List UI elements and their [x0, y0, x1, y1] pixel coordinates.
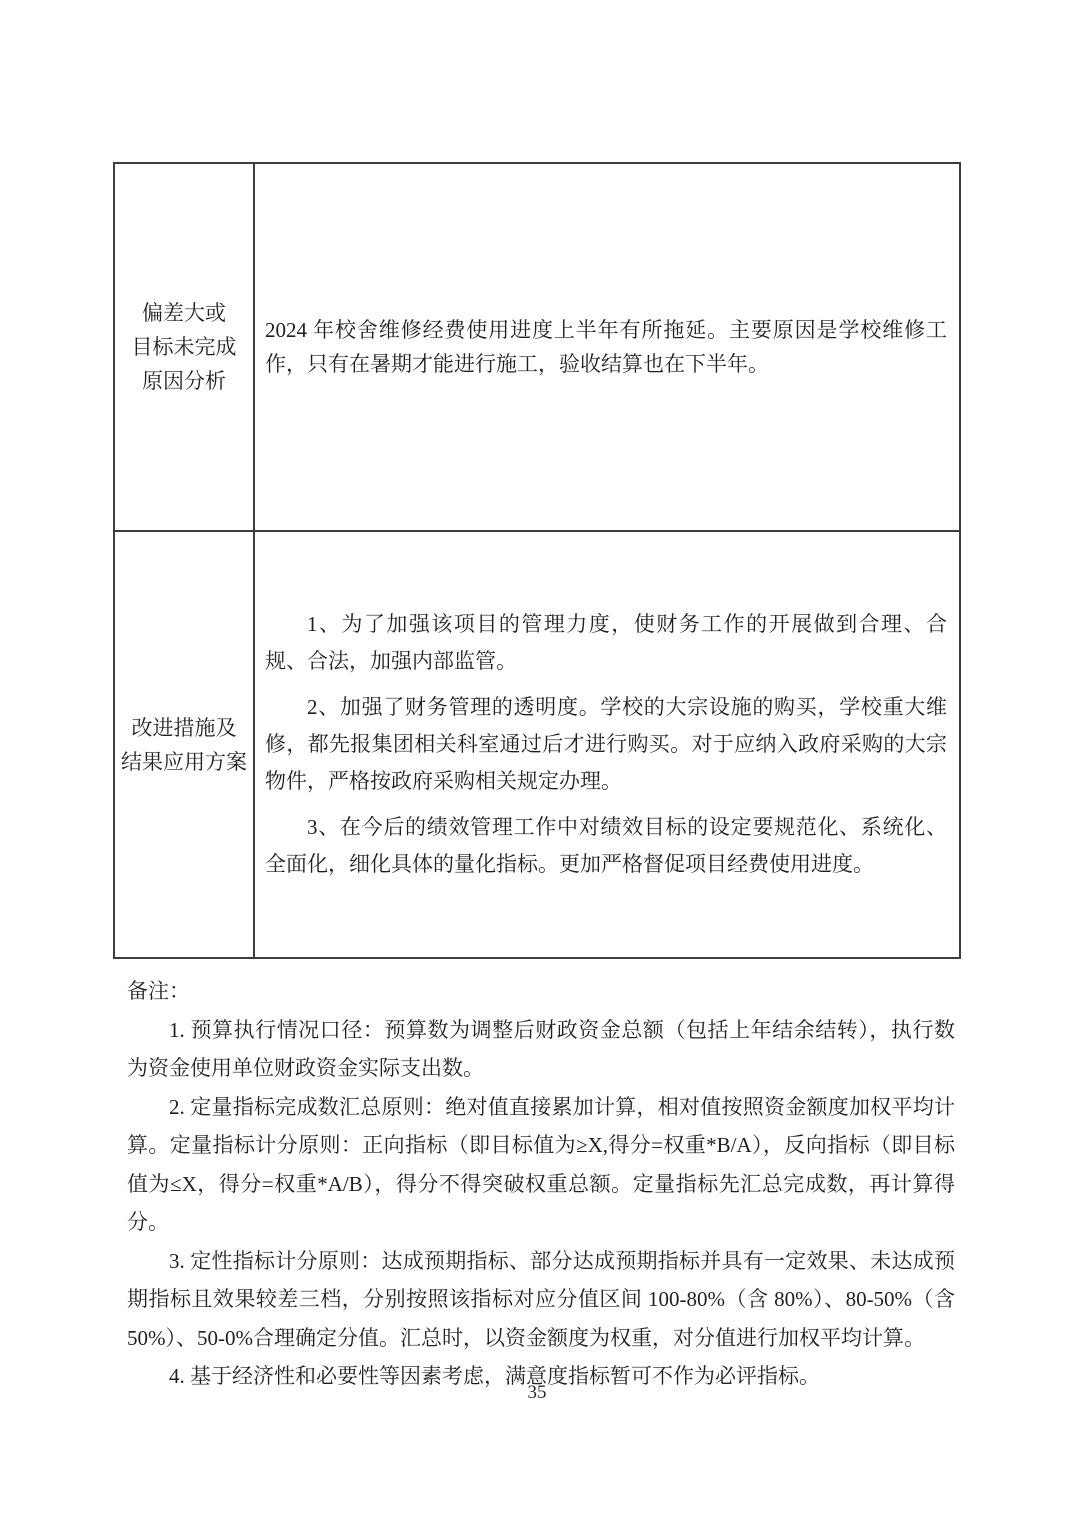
table-row-deviation-analysis [115, 164, 959, 532]
paragraph: 1、为了加强该项目的管理力度，使财务工作的开展做到合理、合规、合法，加强内部监管。 [265, 612, 947, 673]
note-item: 2. 定量指标完成数汇总原则：绝对值直接累加计算，相对值按照资金额度加权平均计算。定量指标计分原则：正向指标（即目标值为≥X,得分=权重*B/A），反向指标（即目标值为≤X，得分=权重*A/B），得分不得突破权重总额。定量指标先汇总完成数，再计算得分。 [127, 1094, 955, 1234]
row-label-line: 目标未完成 [131, 335, 237, 359]
note-item: 1. 预算执行情况口径：预算数为调整后财政资金总额（包括上年结余结转），执行数为资金使用单位财政资金实际支出数。 [127, 1017, 955, 1080]
paragraph: 3、在今后的绩效管理工作中对绩效目标的设定要规范化、系统化、全面化，细化具体的量化指标。更加严格督促项目经费使用进度。 [265, 815, 947, 876]
row-label-line: 原因分析 [142, 369, 226, 393]
paragraph: 2024 年校舍维修经费使用进度上半年有所拖延。主要原因是学校维修工作，只有在暑期才能进行施工，验收结算也在下半年。 [265, 318, 947, 376]
performance-review-table [113, 162, 961, 959]
row-header-improvement-measures [115, 532, 255, 957]
row-content-deviation-analysis [255, 164, 959, 530]
note-item: 3. 定性指标计分原则：达成预期指标、部分达成预期指标并具有一定效果、未达成预期指标且效果较差三档，分别按照该指标对应分值区间 100-80%（含 80%）、80-50%（含 50%）、50-0%合理确定分值。汇总时，以资金额度为权重，对分值进行加权平均计算。 [127, 1248, 955, 1350]
notes-section [127, 972, 955, 1396]
row-label-line: 结果应用方案 [121, 749, 247, 774]
row-header-deviation-analysis [115, 164, 255, 530]
paragraph: 2、加强了财务管理的透明度。学校的大宗设施的购买，学校重大维修，都先报集团相关科室通过后才进行购买。对于应纳入政府采购的大宗物件，严格按政府采购相关规定办理。 [265, 695, 947, 793]
row-label-line: 改进措施及 [131, 715, 237, 740]
note-item: 4. 基于经济性和必要性等因素考虑，满意度指标暂可不作为必评指标。 [169, 1364, 820, 1388]
table-row-improvement-measures [115, 532, 959, 957]
notes-heading: 备注： [127, 979, 190, 1003]
row-label-line: 偏差大或 [142, 301, 226, 325]
row-content-improvement-measures [255, 532, 959, 957]
page-number: 35 [527, 1382, 547, 1403]
